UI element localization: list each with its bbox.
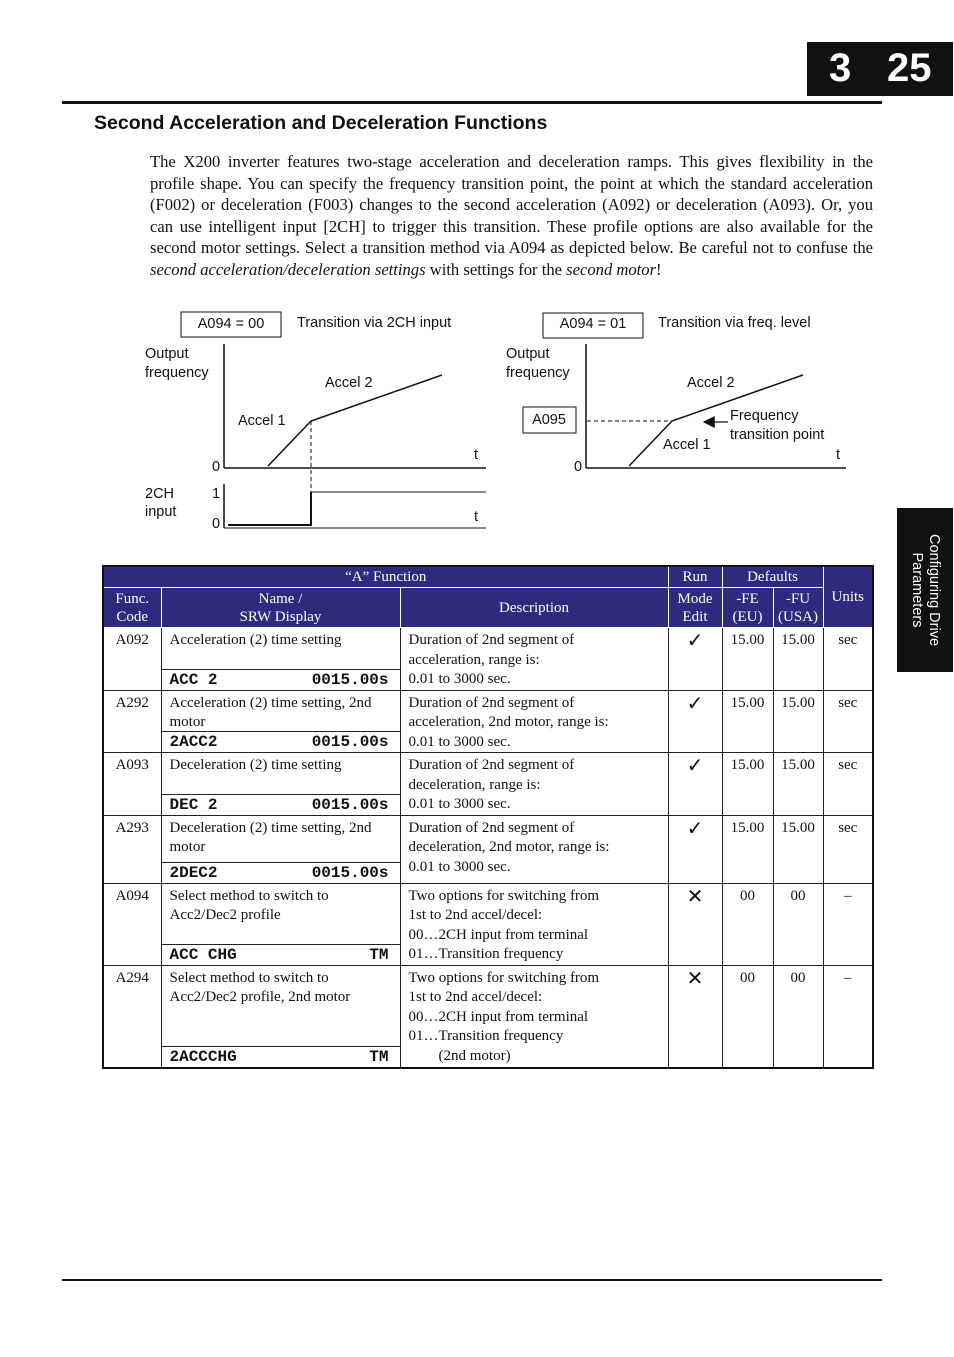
transition-note-2: transition point (730, 427, 825, 443)
table-row (103, 628, 873, 691)
param-name: Deceleration (2) time setting, 2nd motor (169, 819, 372, 855)
name-cell (161, 690, 400, 753)
srw-display-value: 0015.00s (311, 670, 389, 689)
side-tab-line-1: Configuring Drive (926, 533, 942, 647)
parameter-rows (103, 628, 873, 1069)
intro-emphasis-2: second motor (566, 259, 657, 279)
srw-display (162, 944, 400, 965)
srw-display (162, 1046, 400, 1067)
param-name: Select method to switch to Acc2/Dec2 profile (169, 887, 329, 923)
default-fu: 00 (773, 965, 823, 1068)
name-cell (161, 965, 400, 1068)
run-mode-edit-icon: ✓ (668, 628, 722, 691)
description-cell (400, 628, 668, 691)
default-fu: 15.00 (773, 753, 823, 816)
srw-display (162, 862, 400, 883)
y-label-right-1: Output (506, 346, 550, 362)
default-fu: 00 (773, 883, 823, 965)
name-header: Name / SRW Display (161, 588, 400, 628)
fu-header: -FU (USA) (773, 588, 823, 628)
srw-display (162, 731, 400, 752)
param-name: Select method to switch to Acc2/Dec2 profile, 2nd motor (169, 969, 351, 1005)
name-cell (161, 753, 400, 816)
code-header: Func. Code (103, 588, 161, 628)
description-line: deceleration, 2nd motor, range is: (408, 839, 610, 855)
func-code: A092 (103, 628, 161, 691)
run-mode-edit-icon: ✓ (668, 690, 722, 753)
default-fe: 15.00 (722, 815, 773, 883)
fe-header: -FE (EU) (722, 588, 773, 628)
units: – (823, 883, 873, 965)
t-label-input: t (474, 509, 479, 525)
units: sec (823, 628, 873, 691)
func-code: A293 (103, 815, 161, 883)
table-row (103, 753, 873, 816)
transition-diagrams (0, 300, 954, 540)
description-cell (400, 815, 668, 883)
description-line: 0.01 to 3000 sec. (408, 671, 511, 687)
srw-display-value: 0015.00s (311, 863, 389, 882)
func-code: A094 (103, 883, 161, 965)
srw-display-label: 2ACC2 (169, 733, 218, 751)
section-title: Second Acceleration and Deceleration Functions (94, 112, 548, 134)
accel1-label-left: Accel 1 (238, 413, 286, 429)
table-row (103, 883, 873, 965)
intro-text-3: ! (656, 259, 662, 279)
diagram-left (145, 312, 486, 532)
table-row (103, 690, 873, 753)
level-box-label: A095 (532, 412, 566, 428)
description-line: acceleration, 2nd motor, range is: (408, 714, 609, 730)
input-low-label: 0 (212, 516, 221, 532)
description-line: (2nd motor) (408, 1047, 511, 1064)
srw-display (162, 669, 400, 690)
diagram-right (506, 313, 846, 475)
units: sec (823, 815, 873, 883)
accel2-label-left: Accel 2 (325, 375, 373, 391)
group-header: “A” Function (103, 566, 668, 588)
name-cell (161, 883, 400, 965)
description-line: Duration of 2nd segment of (408, 632, 575, 648)
diagram-title-left: Transition via 2CH input (297, 315, 452, 331)
units: sec (823, 690, 873, 753)
description-cell (400, 690, 668, 753)
description-cell (400, 753, 668, 816)
t-label-right: t (836, 447, 841, 463)
name-cell (161, 815, 400, 883)
srw-display-label: 2ACCCHG (169, 1048, 237, 1066)
name-cell (161, 628, 400, 691)
run-mode-edit-icon: ✓ (668, 753, 722, 816)
description-line: acceleration, range is: (408, 651, 540, 668)
default-fu: 15.00 (773, 815, 823, 883)
srw-display-label: 2DEC2 (169, 863, 218, 882)
description-line: Duration of 2nd segment of (408, 819, 575, 836)
units: – (823, 965, 873, 1068)
srw-display-value: TM (369, 945, 389, 964)
description-line: Duration of 2nd segment of (408, 694, 575, 711)
description-line: 01…Transition frequency (408, 1028, 564, 1044)
footer-rule (62, 1279, 882, 1281)
description-line: Two options for switching from (408, 887, 600, 904)
description-line: 01…Transition frequency (408, 946, 564, 962)
table-row (103, 815, 873, 883)
description-line: Duration of 2nd segment of (408, 757, 575, 773)
func-code: A294 (103, 965, 161, 1068)
diagram-title-right: Transition via freq. level (658, 315, 811, 331)
accel1-label-right: Accel 1 (663, 437, 711, 453)
description-header: Description (400, 588, 668, 628)
chapter-number: 3 (829, 46, 852, 90)
func-code: A093 (103, 753, 161, 816)
intro-emphasis-1: second acceleration/deceleration settings (150, 259, 426, 279)
chapter-page-badge (807, 42, 953, 96)
srw-display-value: 0015.00s (311, 795, 389, 814)
default-fe: 15.00 (722, 690, 773, 753)
input-high-label: 1 (212, 486, 221, 502)
intro-text-2: with settings for the (425, 259, 567, 279)
srw-display (162, 794, 400, 815)
y-label-left-2: frequency (145, 365, 209, 381)
description-cell (400, 883, 668, 965)
srw-display-label: ACC CHG (169, 945, 237, 964)
description-line: 00…2CH input from terminal (408, 1008, 589, 1025)
intro-text-1: The X200 inverter features two-stage acceleration and deceleration ramps. This gives flexibility in the profile shape. You can specify the frequency transition point, the point at which the standard acceleration (F002) or deceleration (F003) changes to the second acceleration (A092) or deceleration (A093). Or, you can use intelligent input [2CH] to trigger this transition. These profile options are also available for the second motor settings. Select a transition method via A094 as depicted below. Be careful not to confuse the (150, 152, 873, 258)
zero-label-left: 0 (212, 459, 221, 475)
description-line: 0.01 to 3000 sec. (408, 733, 511, 750)
param-name: Acceleration (2) time setting, 2nd motor (169, 694, 372, 730)
param-name: Deceleration (2) time setting (169, 757, 342, 773)
run-mode-edit-icon: ✕ (668, 965, 722, 1068)
t-label-left: t (474, 447, 479, 463)
srw-display-label: DEC 2 (169, 795, 218, 814)
setting-label-left: A094 = 00 (197, 316, 265, 332)
description-line: 00…2CH input from terminal (408, 926, 589, 943)
description-line: 1st to 2nd accel/decel: (408, 989, 543, 1005)
input-label-2: input (145, 504, 177, 520)
func-code: A292 (103, 690, 161, 753)
zero-label-right: 0 (574, 459, 583, 475)
description-line: 0.01 to 3000 sec. (408, 858, 511, 875)
input-label-1: 2CH (145, 486, 175, 502)
run-mode-edit-icon: ✕ (668, 883, 722, 965)
page-number: 25 (887, 46, 932, 90)
default-fe: 15.00 (722, 753, 773, 816)
srw-display-label: ACC 2 (169, 670, 218, 689)
input-signal (228, 492, 311, 525)
y-label-right-2: frequency (506, 365, 570, 381)
parameter-table (102, 565, 874, 1069)
default-fe: 15.00 (722, 628, 773, 691)
units-header: Units (823, 566, 873, 628)
srw-display-value: TM (369, 1048, 389, 1066)
description-line: deceleration, range is: (408, 776, 541, 793)
default-fe: 00 (722, 883, 773, 965)
accel2-label-right: Accel 2 (687, 375, 735, 391)
run-mode-edit-icon: ✓ (668, 815, 722, 883)
table-row (103, 965, 873, 1068)
default-fe: 00 (722, 965, 773, 1068)
header-rule (62, 101, 882, 104)
default-fu: 15.00 (773, 628, 823, 691)
default-fu: 15.00 (773, 690, 823, 753)
side-tab-label (908, 534, 942, 646)
srw-display-value: 0015.00s (311, 733, 389, 751)
run-header: Run (668, 566, 722, 588)
transition-note-1: Frequency (730, 408, 799, 424)
setting-label-right: A094 = 01 (559, 316, 627, 332)
edit-header: Mode Edit (668, 588, 722, 628)
units: sec (823, 753, 873, 816)
defaults-header: Defaults (722, 566, 823, 588)
side-tab-line-2: Parameters (909, 552, 925, 628)
intro-paragraph (150, 151, 873, 281)
description-cell (400, 965, 668, 1068)
description-line: 1st to 2nd accel/decel: (408, 907, 543, 923)
description-line: Two options for switching from (408, 969, 600, 986)
param-name: Acceleration (2) time setting (169, 632, 342, 648)
y-label-left-1: Output (145, 346, 189, 362)
description-line: 0.01 to 3000 sec. (408, 796, 511, 812)
